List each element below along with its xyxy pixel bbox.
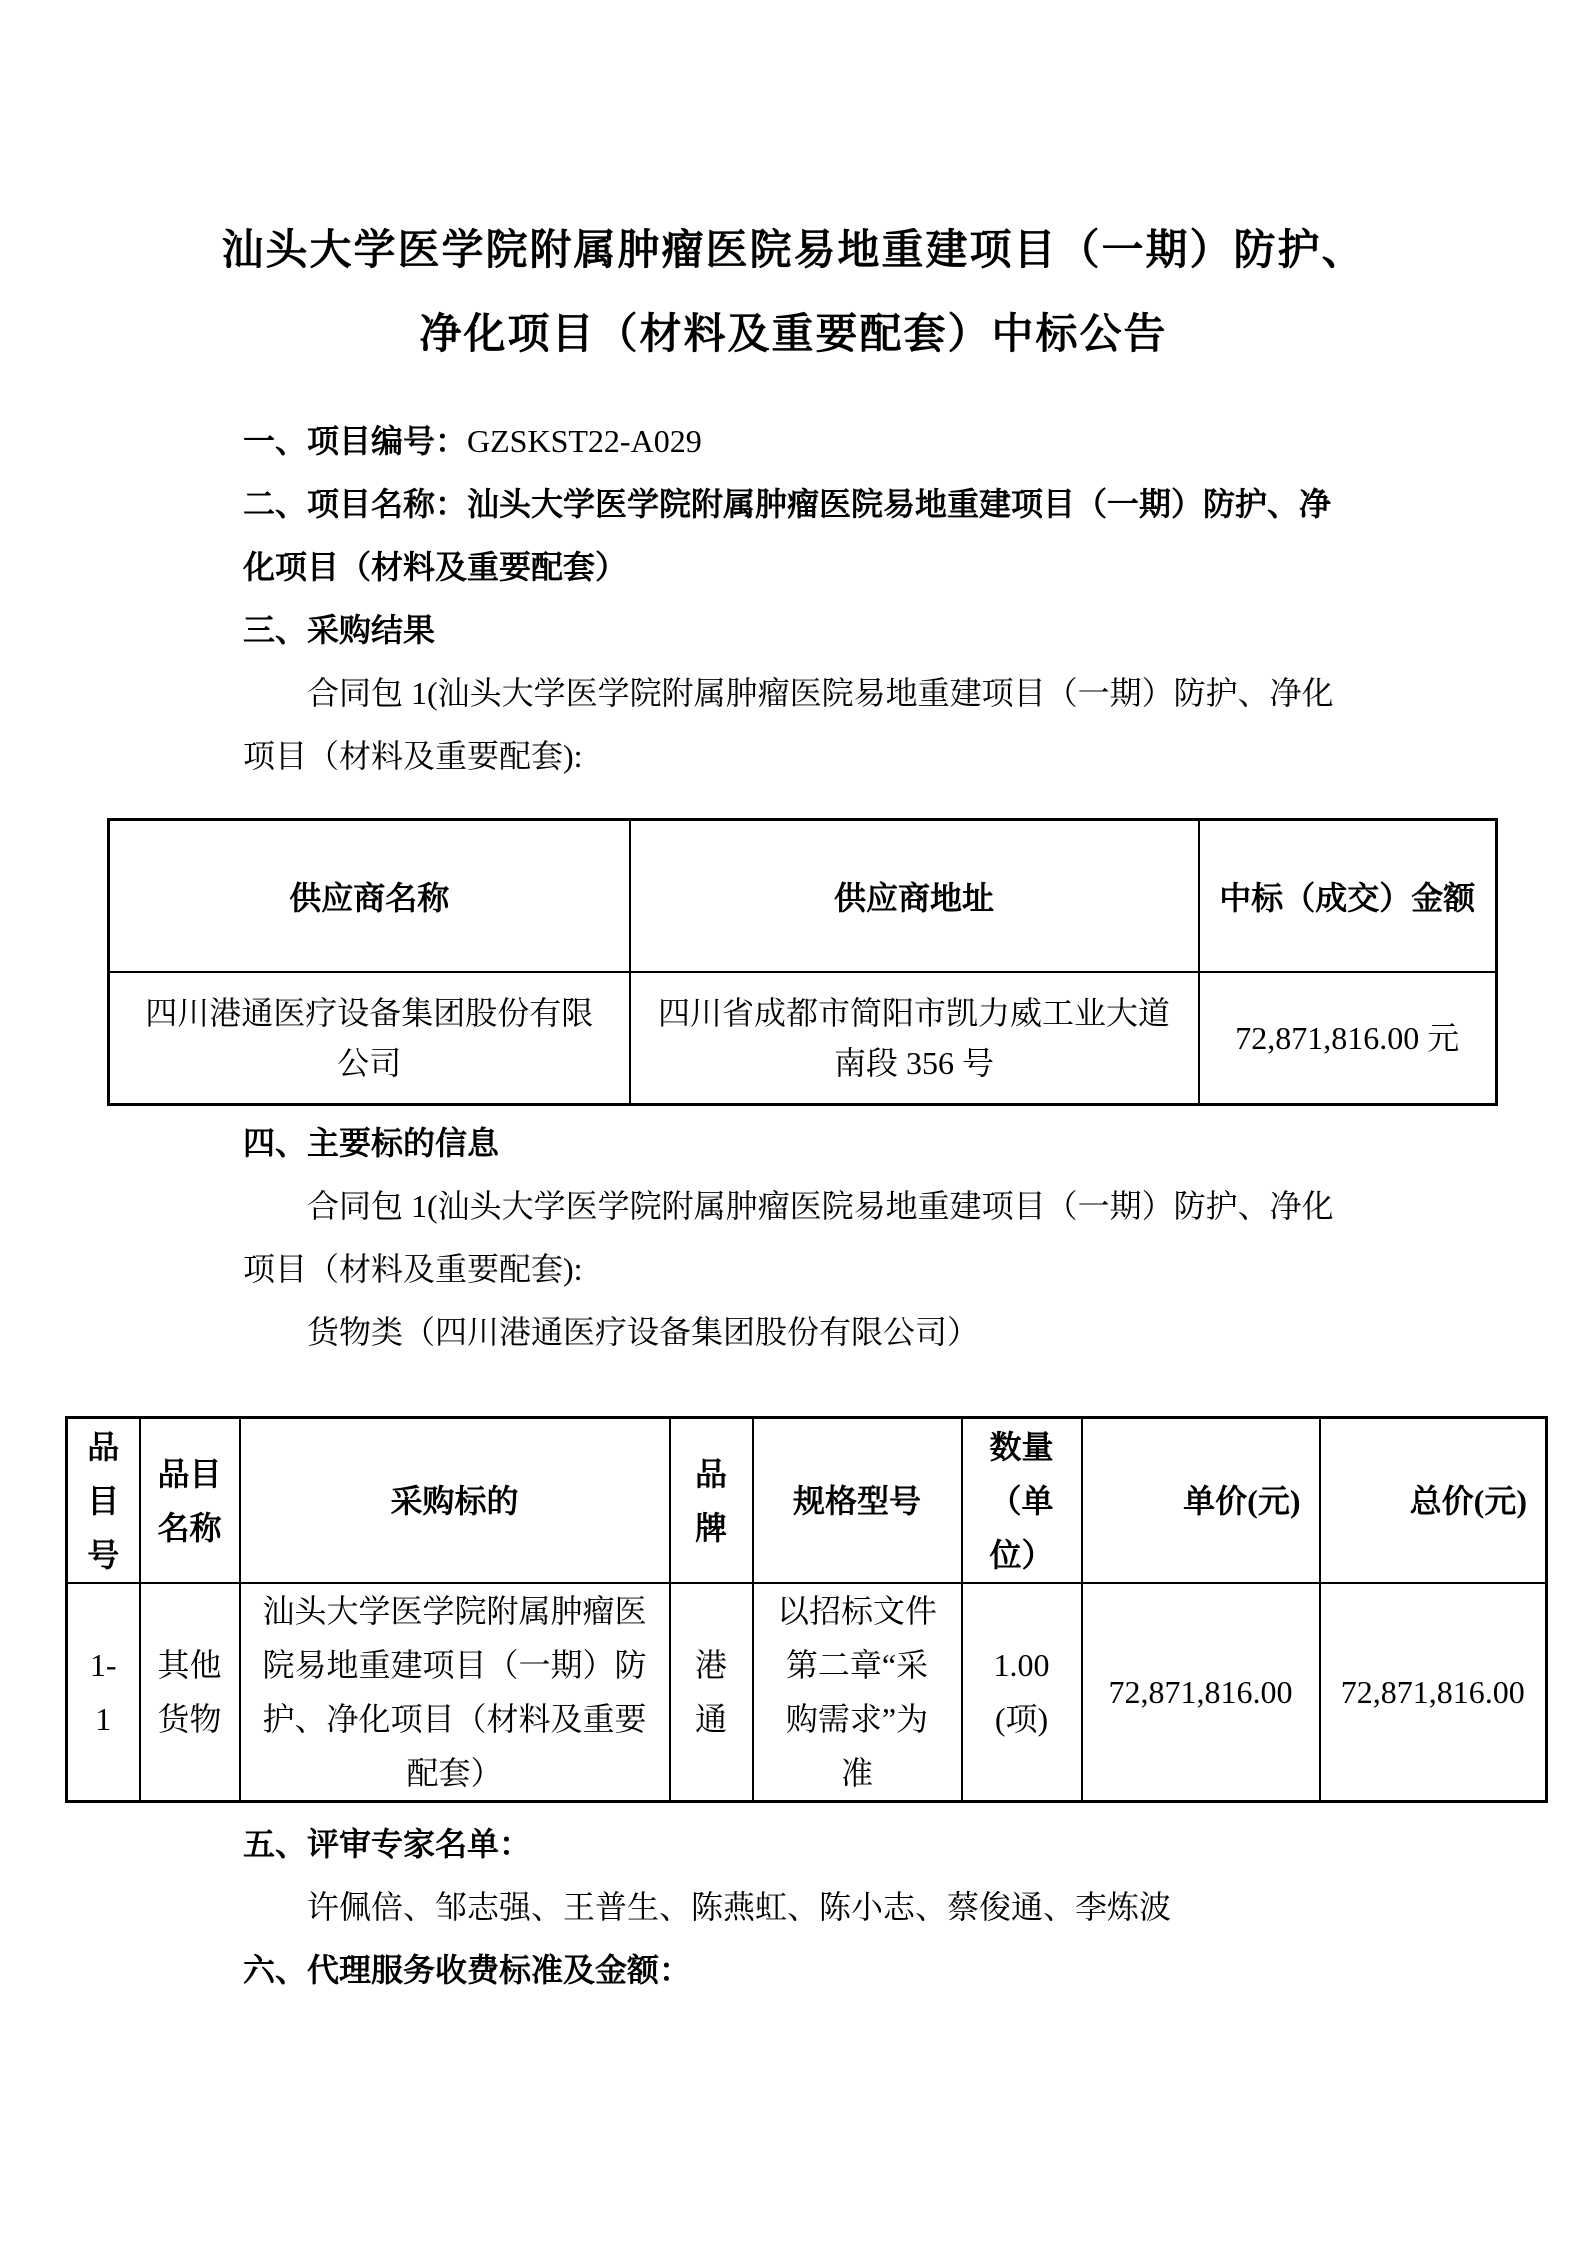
project-number-label: 一、项目编号：	[243, 423, 468, 459]
text-line: 院易地重建项目（一期）防	[262, 1647, 647, 1683]
text-line: 数量	[989, 1428, 1054, 1465]
text-line: 品	[694, 1455, 727, 1492]
text-line: 品	[87, 1428, 120, 1465]
text-line: 南段 356 号	[833, 1045, 994, 1081]
text-line: 公司	[337, 1045, 402, 1081]
subject-cell	[240, 1583, 670, 1802]
text-line: 配套）	[406, 1755, 503, 1791]
brand-header	[670, 1418, 753, 1584]
text-line: （单	[989, 1482, 1054, 1519]
section-project-name-line2: 化项目（材料及重要配套）	[243, 549, 628, 585]
items-table	[65, 1416, 1548, 1803]
text-line: 护、净化项目（材料及重要	[262, 1701, 647, 1737]
text-line: 以招标文件	[776, 1593, 937, 1629]
qty-cell	[962, 1583, 1082, 1802]
text-line: 品目	[157, 1455, 222, 1492]
text-line: 汕头大学医学院附属肿瘤医	[262, 1593, 647, 1629]
unit-price-header: 单价(元)	[1082, 1418, 1320, 1584]
text-line: 其他	[157, 1647, 222, 1683]
spec-header: 规格型号	[753, 1418, 962, 1584]
text-line: (项)	[994, 1701, 1049, 1737]
supplier-address-header: 供应商地址	[630, 820, 1199, 973]
text-line: 四川港通医疗设备集团股份有限	[145, 995, 594, 1031]
text-line: 第二章“采	[785, 1647, 929, 1683]
section-project-number	[243, 410, 1587, 473]
text-line: 通	[694, 1701, 727, 1737]
text-line: 号	[87, 1536, 120, 1573]
title-line-1: 汕头大学医学院附属肿瘤医院易地重建项目（一期）防护、	[221, 228, 1366, 274]
award-amount-cell: 72,871,816.00 元	[1199, 972, 1497, 1105]
text-line: 港	[694, 1647, 727, 1683]
text-line: 1.00	[993, 1647, 1050, 1683]
unit-price-cell: 72,871,816.00	[1082, 1583, 1320, 1802]
total-price-cell: 72,871,816.00	[1320, 1583, 1547, 1802]
text-line: 1-	[89, 1647, 117, 1683]
contract-package-line1: 合同包 1(汕头大学医学院附属肿瘤医院易地重建项目（一期）防护、净化	[307, 675, 1334, 711]
award-amount-header: 中标（成交）金额	[1199, 820, 1497, 973]
brand-cell	[670, 1583, 753, 1802]
intro-sections	[243, 410, 1587, 788]
section-experts-heading: 五、评审专家名单：	[243, 1826, 532, 1862]
qty-header	[962, 1418, 1082, 1584]
item-no-cell	[67, 1583, 140, 1802]
footer-sections	[243, 1813, 1587, 2002]
goods-category-line: 货物类（四川港通医疗设备集团股份有限公司）	[307, 1314, 980, 1350]
text-line: 名称	[157, 1509, 222, 1546]
section-main-subject: 四、主要标的信息	[243, 1125, 500, 1161]
text-line: 牌	[694, 1509, 727, 1546]
subject-header: 采购标的	[240, 1418, 670, 1584]
supplier-name-header: 供应商名称	[109, 820, 630, 973]
contract-package-line2: 项目（材料及重要配套):	[243, 738, 583, 774]
total-price-header: 总价(元)	[1320, 1418, 1547, 1584]
spec-cell	[753, 1583, 962, 1802]
supplier-table	[107, 818, 1498, 1106]
section-procurement-result: 三、采购结果	[243, 612, 436, 648]
supplier-name-cell	[109, 972, 630, 1105]
text-line: 目	[87, 1482, 120, 1519]
text-line: 货物	[157, 1701, 222, 1737]
supplier-address-cell	[630, 972, 1199, 1105]
supplier-table-data-row	[109, 972, 1497, 1105]
text-line: 准	[840, 1755, 873, 1791]
supplier-table-header-row	[109, 820, 1497, 973]
main-subject-sections	[243, 1112, 1587, 1364]
contract-package2-line1: 合同包 1(汕头大学医学院附属肿瘤医院易地重建项目（一期）防护、净化	[307, 1188, 1334, 1224]
contract-package2-line2: 项目（材料及重要配套):	[243, 1251, 583, 1287]
text-line: 位）	[989, 1536, 1054, 1573]
section-project-name-line1: 二、项目名称：汕头大学医学院附属肿瘤医院易地重建项目（一期）防护、净	[243, 486, 1332, 522]
section-agency-fee-heading: 六、代理服务收费标准及金额：	[243, 1952, 692, 1988]
text-line: 1	[95, 1701, 112, 1737]
items-table-header-row	[67, 1418, 1547, 1584]
project-number-value: GZSKST22-A029	[467, 423, 702, 459]
document-title	[0, 209, 1587, 377]
title-line-2: 净化项目（材料及重要配套）中标公告	[419, 312, 1168, 358]
item-name-cell	[140, 1583, 240, 1802]
items-table-data-row	[67, 1583, 1547, 1802]
text-line: 四川省成都市简阳市凯力威工业大道	[657, 995, 1170, 1031]
text-line: 购需求”为	[785, 1701, 929, 1737]
item-no-header	[67, 1418, 140, 1584]
experts-names-line: 许佩倍、邹志强、王普生、陈燕虹、陈小志、蔡俊通、李炼波	[307, 1889, 1172, 1925]
item-name-header	[140, 1418, 240, 1584]
